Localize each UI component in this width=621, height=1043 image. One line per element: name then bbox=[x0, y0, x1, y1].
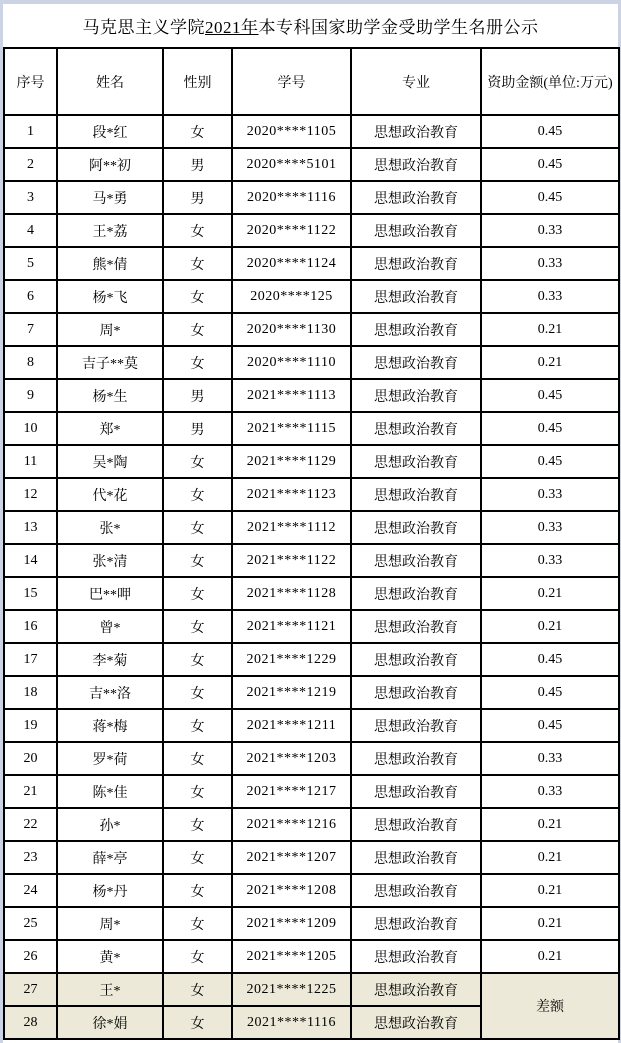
major-cell: 思想政治教育 bbox=[351, 709, 481, 742]
table-row bbox=[4, 808, 619, 841]
table-row bbox=[4, 280, 619, 313]
student-name-cell: 孙* bbox=[57, 808, 163, 841]
gender-cell: 男 bbox=[163, 181, 232, 214]
gender-cell: 女 bbox=[163, 280, 232, 313]
gender-cell: 女 bbox=[163, 313, 232, 346]
major-cell: 思想政治教育 bbox=[351, 313, 481, 346]
gender-cell: 女 bbox=[163, 346, 232, 379]
gender-cell: 女 bbox=[163, 115, 232, 148]
major-cell: 思想政治教育 bbox=[351, 577, 481, 610]
amount-cell: 0.21 bbox=[481, 940, 619, 973]
gender-cell: 女 bbox=[163, 973, 232, 1006]
major-cell: 思想政治教育 bbox=[351, 181, 481, 214]
column-header: 学号 bbox=[232, 48, 351, 115]
column-header: 性别 bbox=[163, 48, 232, 115]
row-number-cell: 28 bbox=[4, 1006, 57, 1039]
major-cell: 思想政治教育 bbox=[351, 115, 481, 148]
amount-cell: 0.45 bbox=[481, 643, 619, 676]
gender-cell: 女 bbox=[163, 610, 232, 643]
student-name-cell: 张* bbox=[57, 511, 163, 544]
table-row bbox=[4, 643, 619, 676]
row-number-cell: 12 bbox=[4, 478, 57, 511]
student-id-cell: 2020****1110 bbox=[232, 346, 351, 379]
amount-cell: 0.33 bbox=[481, 214, 619, 247]
major-cell: 思想政治教育 bbox=[351, 973, 481, 1006]
table-row bbox=[4, 511, 619, 544]
student-name-cell: 周* bbox=[57, 313, 163, 346]
amount-cell: 0.21 bbox=[481, 346, 619, 379]
student-name-cell: 熊*倩 bbox=[57, 247, 163, 280]
table-row bbox=[4, 313, 619, 346]
table-row bbox=[4, 346, 619, 379]
major-cell: 思想政治教育 bbox=[351, 214, 481, 247]
row-number-cell: 20 bbox=[4, 742, 57, 775]
student-name-cell: 吉**洛 bbox=[57, 676, 163, 709]
major-cell: 思想政治教育 bbox=[351, 445, 481, 478]
major-cell: 思想政治教育 bbox=[351, 280, 481, 313]
column-header: 姓名 bbox=[57, 48, 163, 115]
student-id-cell: 2021****1208 bbox=[232, 874, 351, 907]
major-cell: 思想政治教育 bbox=[351, 247, 481, 280]
column-header: 专业 bbox=[351, 48, 481, 115]
gender-cell: 女 bbox=[163, 511, 232, 544]
major-cell: 思想政治教育 bbox=[351, 874, 481, 907]
row-number-cell: 24 bbox=[4, 874, 57, 907]
student-id-cell: 2020****125 bbox=[232, 280, 351, 313]
amount-cell: 0.21 bbox=[481, 313, 619, 346]
table-body bbox=[4, 115, 619, 1039]
amount-cell: 0.45 bbox=[481, 181, 619, 214]
table-row bbox=[4, 412, 619, 445]
major-cell: 思想政治教育 bbox=[351, 544, 481, 577]
row-number-cell: 22 bbox=[4, 808, 57, 841]
row-number-cell: 8 bbox=[4, 346, 57, 379]
major-cell: 思想政治教育 bbox=[351, 907, 481, 940]
major-cell: 思想政治教育 bbox=[351, 148, 481, 181]
gender-cell: 女 bbox=[163, 247, 232, 280]
amount-cell: 0.21 bbox=[481, 577, 619, 610]
amount-cell: 0.33 bbox=[481, 775, 619, 808]
student-name-cell: 吉子**莫 bbox=[57, 346, 163, 379]
row-number-cell: 4 bbox=[4, 214, 57, 247]
row-number-cell: 18 bbox=[4, 676, 57, 709]
student-id-cell: 2021****1211 bbox=[232, 709, 351, 742]
gender-cell: 女 bbox=[163, 940, 232, 973]
row-number-cell: 5 bbox=[4, 247, 57, 280]
gender-cell: 女 bbox=[163, 709, 232, 742]
gender-cell: 女 bbox=[163, 907, 232, 940]
amount-cell: 0.21 bbox=[481, 907, 619, 940]
gender-cell: 男 bbox=[163, 148, 232, 181]
table-row bbox=[4, 379, 619, 412]
gender-cell: 女 bbox=[163, 577, 232, 610]
table-row bbox=[4, 742, 619, 775]
amount-cell: 0.45 bbox=[481, 445, 619, 478]
student-id-cell: 2021****1217 bbox=[232, 775, 351, 808]
table-row bbox=[4, 709, 619, 742]
gender-cell: 女 bbox=[163, 676, 232, 709]
row-number-cell: 16 bbox=[4, 610, 57, 643]
gender-cell: 女 bbox=[163, 478, 232, 511]
row-number-cell: 19 bbox=[4, 709, 57, 742]
major-cell: 思想政治教育 bbox=[351, 676, 481, 709]
student-id-cell: 2020****1124 bbox=[232, 247, 351, 280]
amount-cell: 0.33 bbox=[481, 280, 619, 313]
student-name-cell: 黄* bbox=[57, 940, 163, 973]
amount-cell: 0.33 bbox=[481, 544, 619, 577]
amount-cell: 0.33 bbox=[481, 742, 619, 775]
student-id-cell: 2021****1229 bbox=[232, 643, 351, 676]
student-id-cell: 2021****1121 bbox=[232, 610, 351, 643]
amount-cell: 0.45 bbox=[481, 412, 619, 445]
student-name-cell: 段*红 bbox=[57, 115, 163, 148]
student-id-cell: 2021****1207 bbox=[232, 841, 351, 874]
table-row bbox=[4, 841, 619, 874]
table-row bbox=[4, 478, 619, 511]
student-name-cell: 蒋*梅 bbox=[57, 709, 163, 742]
page-title-prefix: 马克思主义学院 bbox=[82, 18, 205, 37]
table-row bbox=[4, 247, 619, 280]
student-name-cell: 罗*荷 bbox=[57, 742, 163, 775]
student-name-cell: 杨*丹 bbox=[57, 874, 163, 907]
row-number-cell: 7 bbox=[4, 313, 57, 346]
gender-cell: 女 bbox=[163, 214, 232, 247]
page-title bbox=[3, 4, 618, 47]
major-cell: 思想政治教育 bbox=[351, 1006, 481, 1039]
column-header: 序号 bbox=[4, 48, 57, 115]
row-number-cell: 21 bbox=[4, 775, 57, 808]
student-id-cell: 2021****1128 bbox=[232, 577, 351, 610]
gender-cell: 女 bbox=[163, 544, 232, 577]
student-name-cell: 陈*佳 bbox=[57, 775, 163, 808]
student-name-cell: 曾* bbox=[57, 610, 163, 643]
gender-cell: 女 bbox=[163, 775, 232, 808]
table-row bbox=[4, 907, 619, 940]
student-id-cell: 2021****1205 bbox=[232, 940, 351, 973]
major-cell: 思想政治教育 bbox=[351, 478, 481, 511]
table-row bbox=[4, 676, 619, 709]
column-header: 资助金额(单位:万元) bbox=[481, 48, 619, 115]
row-number-cell: 1 bbox=[4, 115, 57, 148]
major-cell: 思想政治教育 bbox=[351, 412, 481, 445]
row-number-cell: 25 bbox=[4, 907, 57, 940]
header-row bbox=[4, 48, 619, 115]
student-name-cell: 李*菊 bbox=[57, 643, 163, 676]
student-name-cell: 郑* bbox=[57, 412, 163, 445]
page-title-suffix: 本专科国家助学金受助学生名册公示 bbox=[258, 18, 539, 37]
table-row bbox=[4, 148, 619, 181]
student-id-cell: 2021****1113 bbox=[232, 379, 351, 412]
amount-cell: 0.45 bbox=[481, 148, 619, 181]
table-row bbox=[4, 544, 619, 577]
major-cell: 思想政治教育 bbox=[351, 940, 481, 973]
page-title-year: 2021年 bbox=[205, 18, 259, 37]
student-id-cell: 2021****1112 bbox=[232, 511, 351, 544]
row-number-cell: 2 bbox=[4, 148, 57, 181]
student-name-cell: 代*花 bbox=[57, 478, 163, 511]
major-cell: 思想政治教育 bbox=[351, 775, 481, 808]
student-id-cell: 2021****1219 bbox=[232, 676, 351, 709]
amount-cell: 0.45 bbox=[481, 379, 619, 412]
row-number-cell: 17 bbox=[4, 643, 57, 676]
major-cell: 思想政治教育 bbox=[351, 841, 481, 874]
student-id-cell: 2021****1122 bbox=[232, 544, 351, 577]
amount-cell: 0.45 bbox=[481, 709, 619, 742]
student-name-cell: 杨*生 bbox=[57, 379, 163, 412]
table-row bbox=[4, 445, 619, 478]
row-number-cell: 6 bbox=[4, 280, 57, 313]
table-row bbox=[4, 610, 619, 643]
row-number-cell: 14 bbox=[4, 544, 57, 577]
major-cell: 思想政治教育 bbox=[351, 610, 481, 643]
student-id-cell: 2020****1116 bbox=[232, 181, 351, 214]
major-cell: 思想政治教育 bbox=[351, 511, 481, 544]
amount-cell: 0.33 bbox=[481, 511, 619, 544]
student-name-cell: 徐*娟 bbox=[57, 1006, 163, 1039]
table-row bbox=[4, 214, 619, 247]
gender-cell: 女 bbox=[163, 841, 232, 874]
student-name-cell: 周* bbox=[57, 907, 163, 940]
table-row bbox=[4, 874, 619, 907]
student-id-cell: 2021****1115 bbox=[232, 412, 351, 445]
table-row bbox=[4, 577, 619, 610]
amount-cell: 0.33 bbox=[481, 247, 619, 280]
student-id-cell: 2021****1203 bbox=[232, 742, 351, 775]
student-name-cell: 马*勇 bbox=[57, 181, 163, 214]
merged-amount-cell: 差额 bbox=[481, 973, 619, 1039]
row-number-cell: 9 bbox=[4, 379, 57, 412]
gender-cell: 女 bbox=[163, 643, 232, 676]
gender-cell: 女 bbox=[163, 808, 232, 841]
table-row bbox=[4, 940, 619, 973]
row-number-cell: 15 bbox=[4, 577, 57, 610]
table-row bbox=[4, 973, 619, 1006]
row-number-cell: 27 bbox=[4, 973, 57, 1006]
table-row bbox=[4, 775, 619, 808]
roster-table bbox=[3, 47, 620, 1040]
major-cell: 思想政治教育 bbox=[351, 346, 481, 379]
row-number-cell: 23 bbox=[4, 841, 57, 874]
amount-cell: 0.21 bbox=[481, 874, 619, 907]
gender-cell: 男 bbox=[163, 412, 232, 445]
student-id-cell: 2020****1122 bbox=[232, 214, 351, 247]
student-id-cell: 2021****1123 bbox=[232, 478, 351, 511]
student-id-cell: 2020****1105 bbox=[232, 115, 351, 148]
gender-cell: 女 bbox=[163, 742, 232, 775]
student-id-cell: 2021****1209 bbox=[232, 907, 351, 940]
student-name-cell: 薛*亭 bbox=[57, 841, 163, 874]
table-row bbox=[4, 181, 619, 214]
gender-cell: 女 bbox=[163, 874, 232, 907]
major-cell: 思想政治教育 bbox=[351, 808, 481, 841]
major-cell: 思想政治教育 bbox=[351, 742, 481, 775]
student-name-cell: 阿**初 bbox=[57, 148, 163, 181]
gender-cell: 女 bbox=[163, 1006, 232, 1039]
row-number-cell: 13 bbox=[4, 511, 57, 544]
amount-cell: 0.21 bbox=[481, 808, 619, 841]
row-number-cell: 10 bbox=[4, 412, 57, 445]
student-id-cell: 2021****1216 bbox=[232, 808, 351, 841]
row-number-cell: 11 bbox=[4, 445, 57, 478]
student-id-cell: 2021****1225 bbox=[232, 973, 351, 1006]
amount-cell: 0.45 bbox=[481, 115, 619, 148]
student-id-cell: 2021****1116 bbox=[232, 1006, 351, 1039]
major-cell: 思想政治教育 bbox=[351, 643, 481, 676]
student-name-cell: 王* bbox=[57, 973, 163, 1006]
major-cell: 思想政治教育 bbox=[351, 379, 481, 412]
student-name-cell: 张*清 bbox=[57, 544, 163, 577]
table-row bbox=[4, 115, 619, 148]
gender-cell: 男 bbox=[163, 379, 232, 412]
gender-cell: 女 bbox=[163, 445, 232, 478]
amount-cell: 0.21 bbox=[481, 610, 619, 643]
amount-cell: 0.21 bbox=[481, 841, 619, 874]
student-name-cell: 吴*陶 bbox=[57, 445, 163, 478]
student-name-cell: 巴**呷 bbox=[57, 577, 163, 610]
amount-cell: 0.33 bbox=[481, 478, 619, 511]
amount-cell: 0.45 bbox=[481, 676, 619, 709]
student-id-cell: 2020****1130 bbox=[232, 313, 351, 346]
student-id-cell: 2020****5101 bbox=[232, 148, 351, 181]
student-id-cell: 2021****1129 bbox=[232, 445, 351, 478]
student-name-cell: 王*荔 bbox=[57, 214, 163, 247]
row-number-cell: 26 bbox=[4, 940, 57, 973]
row-number-cell: 3 bbox=[4, 181, 57, 214]
student-name-cell: 杨*飞 bbox=[57, 280, 163, 313]
